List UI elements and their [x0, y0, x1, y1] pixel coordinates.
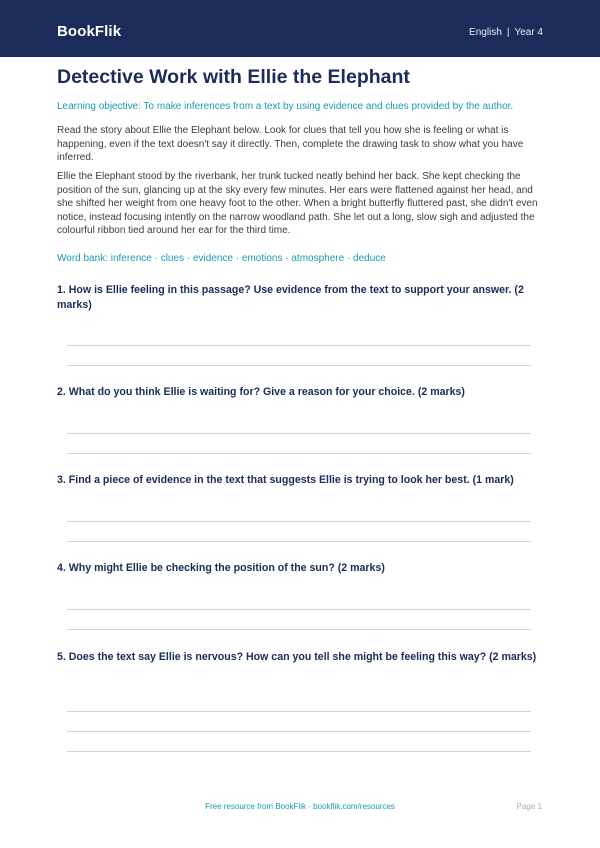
question-2: 2. What do you think Ellie is waiting for? Give a reason for your choice. (2 marks) — [57, 386, 465, 398]
question-1: 1. How is Ellie feeling in this passage? Use evidence from the text to support your answer. (2 marks) — [57, 284, 524, 311]
answer-line[interactable] — [67, 751, 531, 752]
instructions-paragraph: Read the story about Ellie the Elephant below. Look for clues that tell you how she is feeling or what is happening, even if the text doesn't say it directly. Then, complete the drawing task to show what you have inferred. — [57, 125, 524, 163]
word-bank: Word bank: inference · clues · evidence · emotions · atmosphere · deduce — [57, 253, 386, 264]
page-number: Page 1 — [516, 802, 542, 811]
answer-line[interactable] — [67, 609, 531, 610]
answer-line[interactable] — [67, 433, 531, 434]
header-bar — [0, 0, 600, 57]
question-3: 3. Find a piece of evidence in the text that suggests Ellie is trying to look her best. (1 mark) — [57, 474, 514, 486]
subject-label: English — [469, 27, 502, 38]
page-title: Detective Work with Ellie the Elephant — [57, 66, 410, 88]
answer-line[interactable] — [67, 731, 531, 732]
footer-credit-link[interactable]: Free resource from BookFlik · bookflik.com/resources — [205, 802, 395, 811]
story-paragraph: Ellie the Elephant stood by the riverbank, her trunk tucked neatly behind her back. She kept checking the position of the sun, glancing up at the sky every few minutes. Her ears were flattened against her head, and she shifted her weight from one heavy foot to the other. When a bright butterfly fluttered past, she didn't even notice, instead focusing intently on the narrow woodland path. She let out a long, slow sigh and adjusted the colourful ribbon tied around her ear for the third time. — [57, 171, 538, 236]
answer-line[interactable] — [67, 345, 531, 346]
answer-line[interactable] — [67, 711, 531, 712]
answer-line[interactable] — [67, 365, 531, 366]
separator: | — [506, 27, 510, 38]
year-label: Year 4 — [514, 27, 543, 38]
brand-logo[interactable]: BookFlik — [57, 23, 122, 40]
learning-objective: Learning objective: To make inferences from a text by using evidence and clues provided by the author. — [57, 101, 514, 112]
answer-line[interactable] — [67, 453, 531, 454]
question-5: 5. Does the text say Ellie is nervous? How can you tell she might be feeling this way? (2 marks) — [57, 651, 537, 663]
answer-line[interactable] — [67, 541, 531, 542]
answer-line[interactable] — [67, 521, 531, 522]
question-4: 4. Why might Ellie be checking the position of the sun? (2 marks) — [57, 562, 385, 574]
answer-line[interactable] — [67, 629, 531, 630]
subject-year-label — [469, 26, 543, 40]
page-footer — [0, 801, 600, 815]
